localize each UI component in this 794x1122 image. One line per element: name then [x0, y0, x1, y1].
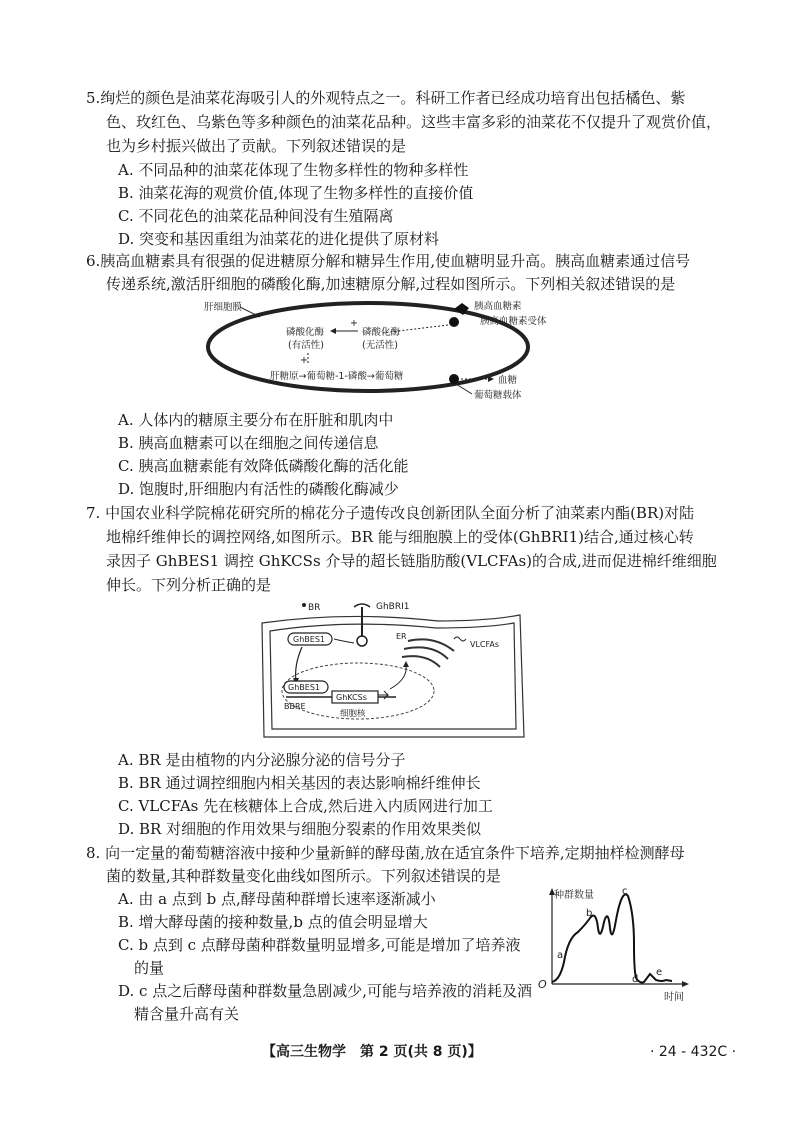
q5-stem-line-1: 5.绚烂的颜色是油菜花海吸引人的外观特点之一。科研工作者已经成功培育出包括橘色、紫 [86, 89, 686, 107]
q7-cotton-fiber-figure [258, 595, 528, 741]
enzyme-inactive-note: (无活性) [362, 340, 398, 351]
q6-option-b: B. 胰高血糖素可以在细胞之间传递信息 [118, 434, 379, 452]
q5-option-c: C. 不同花色的油菜花品种间没有生殖隔离 [118, 207, 394, 225]
q7-stem-line-4: 伸长。下列分析正确的是 [106, 576, 272, 594]
receptor-label: 胰高血糖素受体 [480, 316, 547, 327]
bes1-import-arrow [296, 647, 302, 681]
q7-option-a: A. BR 是由植物的内分泌腺分泌的信号分子 [118, 751, 406, 769]
point-a-label: a [557, 950, 564, 961]
glucagon-label: 胰高血糖素 [474, 301, 522, 312]
y-axis-label: 种群数量 [554, 890, 594, 901]
enzyme-inactive-label: 磷酸化酶 [362, 327, 401, 338]
br-label: BR [308, 603, 321, 613]
q5-option-b: B. 油菜花海的观赏价值,体现了生物多样性的直接价值 [118, 184, 474, 202]
q6-stem-line-1: 6.胰高血糖素具有很强的促进糖原分解和糖异生作用,使血糖明显升高。胰高血糖素通过信号 [86, 252, 691, 270]
carrier-leader [456, 384, 472, 394]
vlcfa-molecule-shape [454, 637, 466, 641]
q7-option-b: B. BR 通过调控细胞内相关基因的表达影响棉纤维伸长 [118, 774, 481, 792]
q5-stem-line-3: 也为乡村振兴做出了贡献。下列叙述错误的是 [106, 137, 407, 155]
membrane-label: 肝细胞膜 [204, 302, 243, 313]
br-molecule-shape [302, 603, 306, 607]
q8-population-curve-figure [536, 884, 696, 1004]
q8-option-d-continued: 精含量升高有关 [134, 1005, 240, 1023]
q5-stem-line-2: 色、玫红色、乌紫色等多种颜色的油菜花品种。这些丰富多彩的油菜花不仅提升了观赏价值， [106, 113, 722, 131]
enzyme-active-note: (有活性) [288, 340, 324, 351]
bbre-label: BBRE [284, 702, 306, 711]
q8-option-c: C. b 点到 c 点酵母菌种群数量明显增多,可能是增加了培养液 [118, 936, 521, 954]
origin-label: O [538, 978, 547, 991]
er-shape [402, 639, 454, 667]
plus-sign: + [350, 318, 358, 329]
transcription-arrow [378, 691, 388, 699]
kcs-to-er-arrow [390, 665, 406, 689]
blood-sugar-label: 血糖 [498, 375, 518, 386]
q7-option-c: C. VLCFAs 先在核糖体上合成,然后进入内质网进行加工 [118, 797, 493, 815]
point-e-label: e [656, 967, 663, 978]
bes1-activation-arrow [334, 639, 354, 643]
q6-option-c: C. 胰高血糖素能有效降低磷酸化酶的活化能 [118, 457, 409, 475]
carrier-label: 葡萄糖载体 [474, 390, 522, 401]
receptor-kinase-shape [357, 636, 367, 646]
glucagon-receptor-shape [449, 317, 459, 327]
kcs-to-er-arrowhead [403, 661, 409, 667]
q7-stem-line-1: 7. 中国农业科学院棉花研究所的棉花分子遗传改良创新团队全面分析了油菜素内酯(BR)对陆 [86, 504, 695, 522]
kcs-label: GhKCSs [336, 693, 367, 702]
bes1-nucleus-label: GhBES1 [288, 683, 320, 692]
q8-option-d: D. c 点之后酵母菌种群数量急剧减少,可能与培养液的消耗及酒 [118, 982, 532, 1000]
q8-option-a: A. 由 a 点到 b 点,酵母菌种群增长速率逐渐减小 [118, 890, 436, 908]
er-label: ER [396, 632, 407, 641]
x-axis-label: 时间 [664, 992, 684, 1003]
footer-page-info: 【高三生物学 第 2 页(共 8 页)】 [262, 1044, 482, 1060]
q5-option-a: A. 不同品种的油菜花体现了生物多样性的物种多样性 [118, 161, 469, 179]
glucose-carrier-shape [449, 374, 459, 384]
bes1-cytoplasm-label: GhBES1 [293, 635, 325, 644]
q8-stem-line-1: 8. 向一定量的葡萄糖溶液中接种少量新鲜的酵母菌,放在适宜条件下培养,定期抽样检测酵母 [86, 844, 685, 862]
enzyme-active-label: 磷酸化酶 [286, 327, 325, 338]
q5-option-d: D. 突变和基因重组为油菜花的进化提供了原材料 [118, 230, 440, 248]
receptor-label: GhBRI1 [376, 602, 410, 612]
q7-stem-line-3: 录因子 GhBES1 调控 GhKCSs 介导的超长链脂肪酸(VLCFAs)的合成,进而促进棉纤维细胞 [106, 552, 717, 570]
q6-stem-line-2: 传递系统,激活肝细胞的磷酸化酶,加速糖原分解,过程如图所示。下列相关叙述错误的是 [106, 275, 676, 293]
receptor-top-shape [354, 604, 370, 607]
point-c-label: c [622, 886, 628, 897]
activation-arrowhead [330, 328, 336, 334]
q8-stem-line-2: 菌的数量,其种群数量变化曲线如图所示。下列叙述错误的是 [106, 867, 501, 885]
q8-option-c-continued: 的量 [134, 959, 165, 977]
q6-liver-cell-figure [196, 295, 576, 405]
q6-option-a: A. 人体内的糖原主要分布在肝脏和肌肉中 [118, 411, 394, 429]
point-b-label: b [586, 908, 593, 919]
plus-sign-2: + [300, 355, 308, 366]
q7-stem-line-2: 地棉纤维伸长的调控网络,如图所示。BR 能与细胞膜上的受体(GhBRI1)结合,通过核心转 [106, 528, 694, 546]
q8-option-b: B. 增大酵母菌的接种数量,b 点的值会明显增大 [118, 913, 428, 931]
population-curve [552, 894, 672, 982]
q7-option-d: D. BR 对细胞的作用效果与细胞分裂素的作用效果类似 [118, 820, 482, 838]
q6-option-d: D. 饱腹时,肝细胞内有活性的磷酸化酶减少 [118, 480, 399, 498]
nucleus-label: 细胞核 [340, 709, 366, 719]
x-axis-arrowhead [682, 981, 689, 987]
point-d-label: d [632, 974, 639, 985]
pathway-label: 肝糖原→葡萄糖-1-磷酸→葡萄糖 [270, 371, 404, 382]
footer-exam-code: · 24 - 432C · [650, 1044, 737, 1060]
vlcfa-label: VLCFAs [470, 640, 500, 649]
